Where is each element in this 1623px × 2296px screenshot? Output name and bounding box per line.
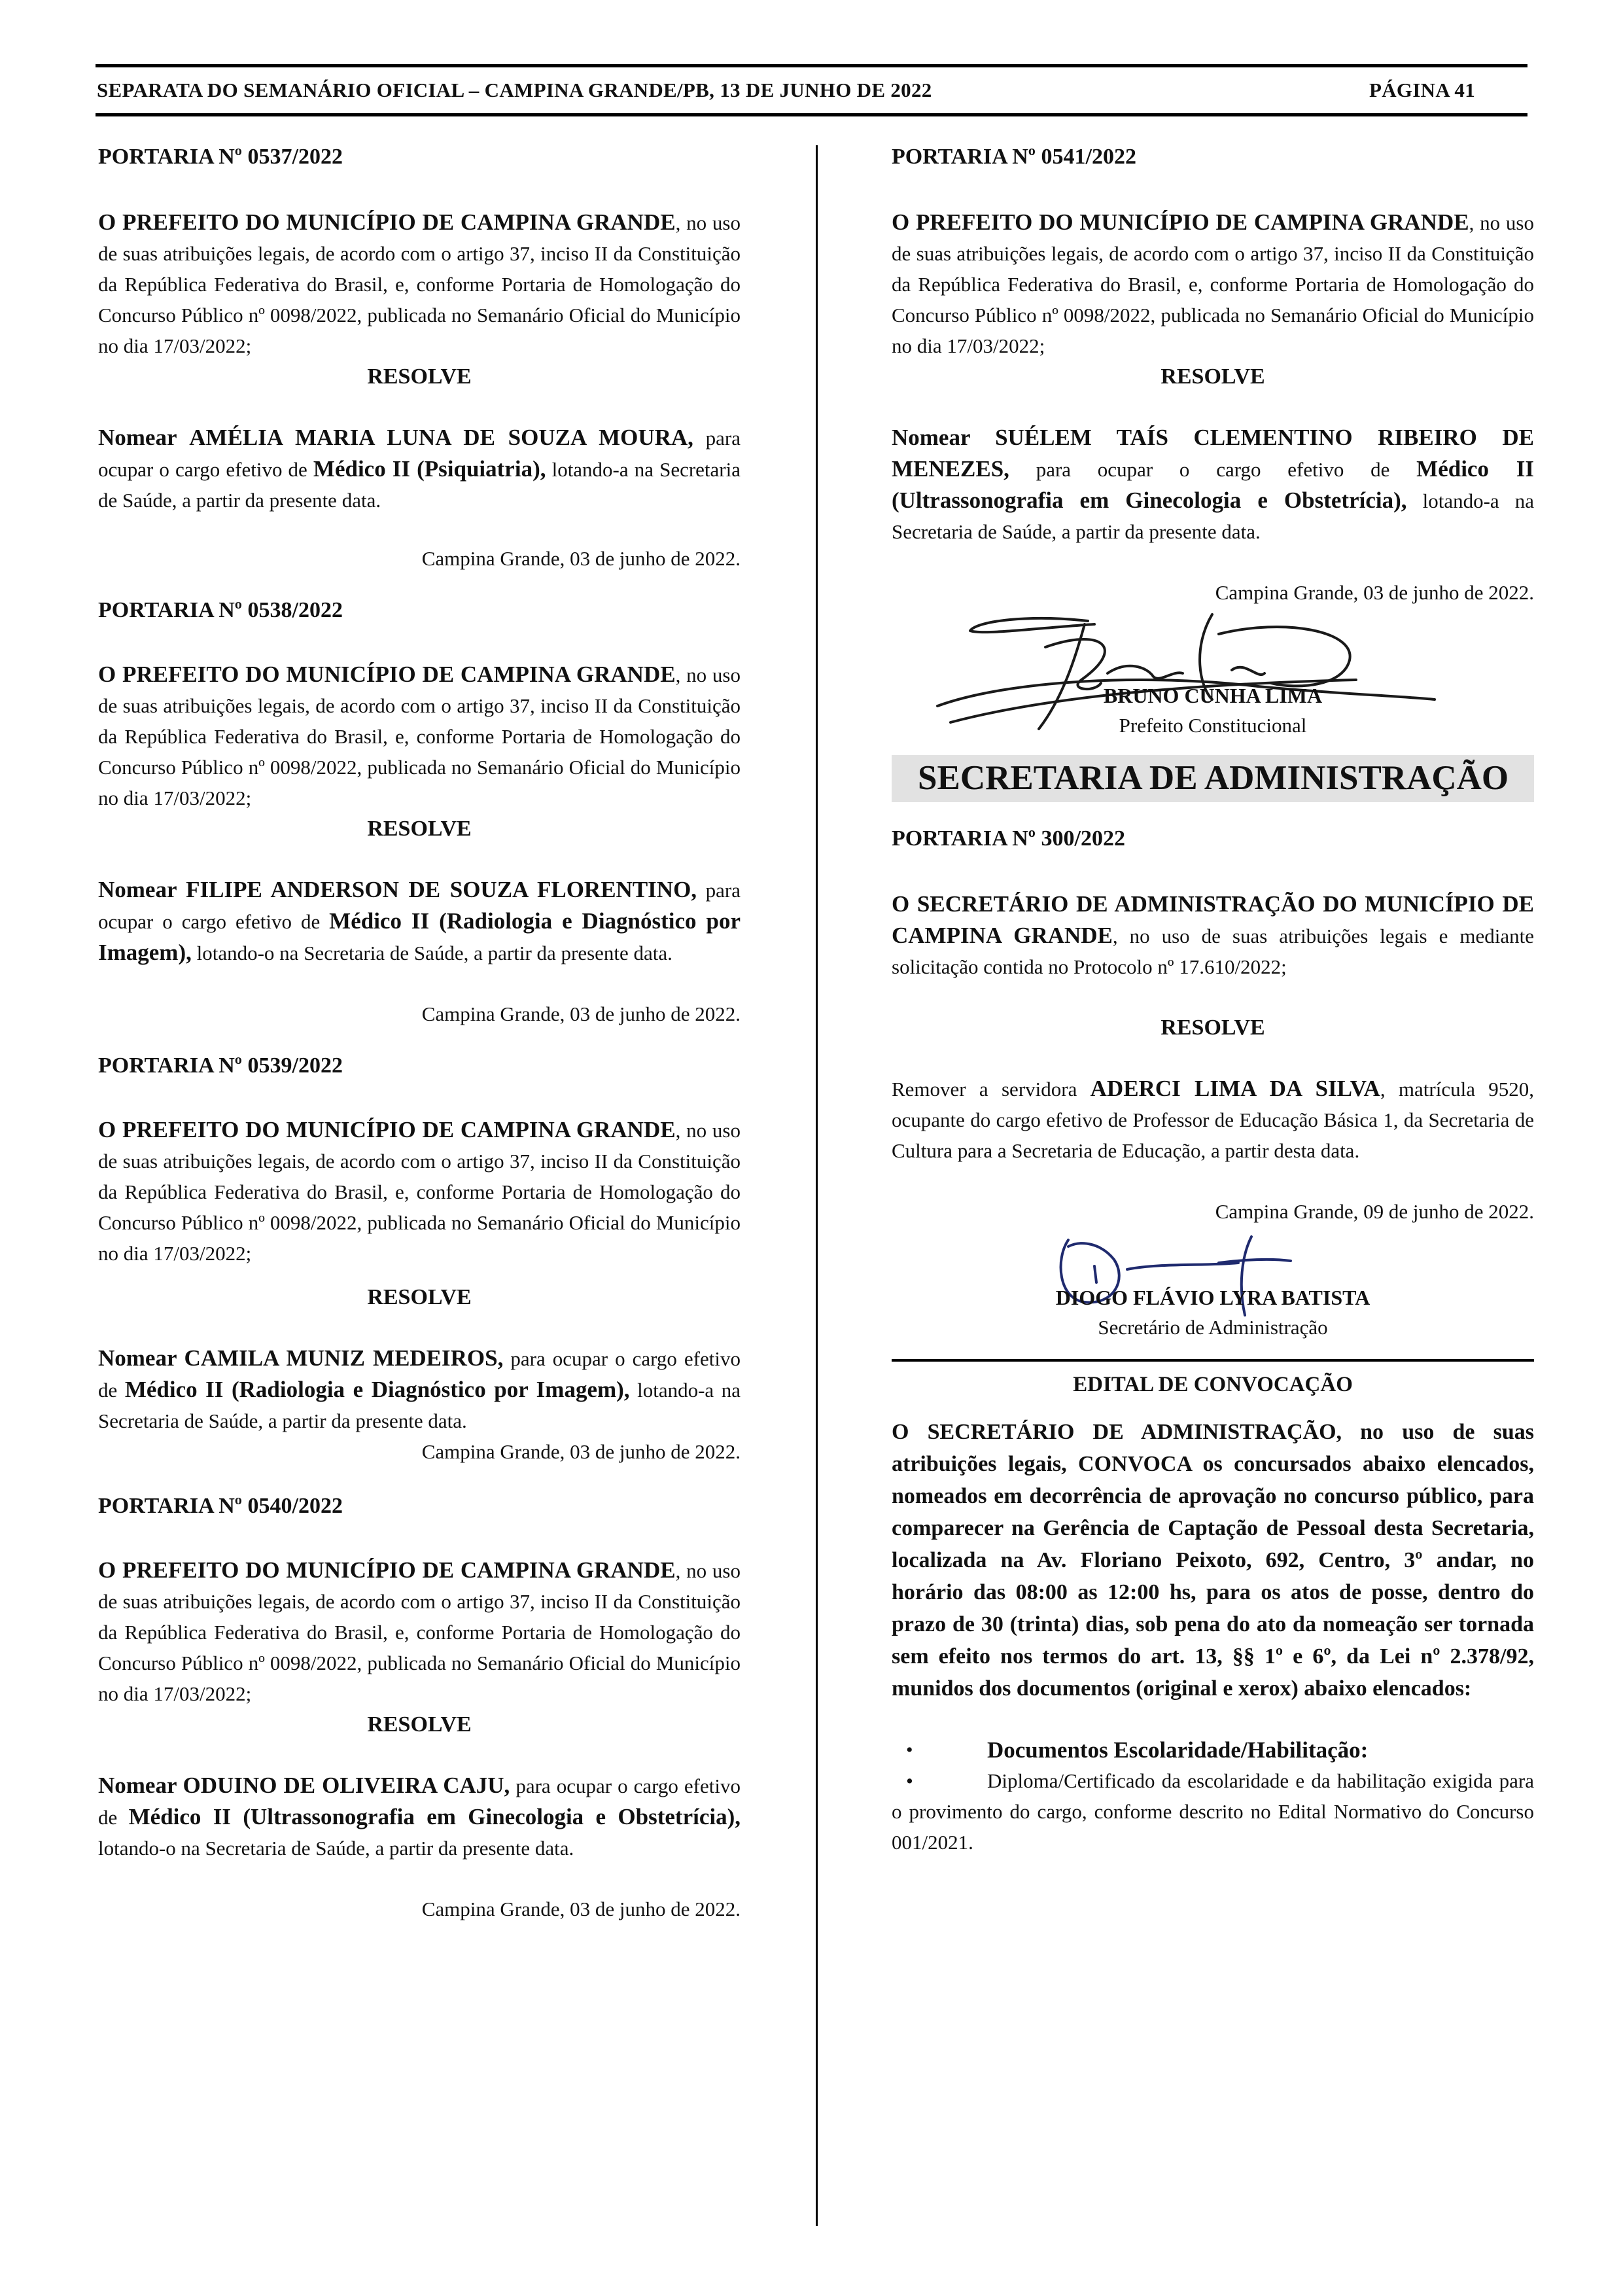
preamble-rest: , no uso de suas atribuições legais, de acordo com o artigo 37, inciso II da Constituição da República Federativa do Brasil, e, conforme Portaria de Homologação do Concurso Público nº 0098/2022, publicada no Semanário Oficial do Município no dia 17/03/2022; (98, 1119, 741, 1265)
portaria-body (98, 1343, 741, 1436)
cargo-name: Médico II (Psiquiatria), (313, 456, 546, 482)
cargo-name: Médico II (Radiologia e Diagnóstico por Imagem), (124, 1377, 630, 1402)
bullet-glyph: • (906, 1739, 913, 1761)
signer-role: Secretário de Administração (1098, 1316, 1328, 1339)
cargo-name: Médico II (Ultrassonografia em Ginecologia e Obstetrícia), (892, 456, 1534, 513)
resolve-label: RESOLVE (367, 817, 472, 841)
signer-name: BRUNO CUNHA LIMA (1103, 684, 1323, 707)
body-text: Remover a servidora (892, 1078, 1091, 1101)
portaria-title: PORTARIA Nº 0541/2022 (892, 145, 1136, 169)
preamble-rest: , no uso de suas atribuições legais, de acordo com o artigo 37, inciso II da Constituição da República Federativa do Brasil, e, conforme Portaria de Homologação do Concurso Público nº 0098/2022, publicada no Semanário Oficial do Município no dia 17/03/2022; (98, 211, 741, 357)
right-column (892, 143, 1534, 1858)
portaria-title: PORTARIA Nº 0537/2022 (98, 145, 343, 169)
appointee-name: FILIPE ANDERSON DE SOUZA FLORENTINO, (186, 877, 697, 902)
body-text: para ocupar o cargo efetivo de (98, 427, 741, 481)
edital-title: EDITAL DE CONVOCAÇÃO (1073, 1373, 1353, 1396)
bullet-item-diploma (892, 1765, 1534, 1858)
preamble-caps: O PREFEITO DO MUNICÍPIO DE CAMPINA GRANDE (892, 209, 1469, 235)
preamble-caps: O PREFEITO DO MUNICÍPIO DE CAMPINA GRANDE (98, 1117, 676, 1142)
page-header (96, 64, 1527, 116)
nomear-word: Nomear (892, 425, 971, 450)
body-text-end: lotando-a na Secretaria de Saúde, a partir da presente data. (98, 458, 741, 512)
bullet-item-escolaridade (892, 1735, 1534, 1765)
portaria-title: PORTARIA Nº 0540/2022 (98, 1494, 343, 1518)
resolve-label: RESOLVE (367, 1712, 472, 1737)
bullet-glyph: • (906, 1769, 913, 1792)
body-text: para ocupar o cargo efetivo de (98, 1775, 741, 1829)
signer-name: DIOGO FLÁVIO LYRA BATISTA (1055, 1286, 1370, 1309)
body-text-end: lotando-a na Secretaria de Saúde, a partir da presente data. (892, 489, 1534, 543)
portaria-preamble (98, 659, 741, 813)
preamble-caps: O PREFEITO DO MUNICÍPIO DE CAMPINA GRANDE (98, 662, 676, 687)
body-text: para ocupar o cargo efetivo de (98, 1347, 741, 1402)
portaria-title: PORTARIA Nº 0538/2022 (98, 598, 343, 622)
portaria-preamble (892, 207, 1534, 361)
nomear-word: Nomear (98, 1773, 177, 1798)
body-text: para ocupar o cargo efetivo de (98, 879, 741, 933)
preamble-caps: O PREFEITO DO MUNICÍPIO DE CAMPINA GRANDE (98, 1557, 676, 1583)
portaria-0537 (98, 143, 741, 574)
cargo-name: Médico II (Ultrassonografia em Ginecologia e Obstetrícia), (128, 1804, 741, 1829)
edital-body: O SECRETÁRIO DE ADMINISTRAÇÃO, no uso de suas atribuições legais, CONVOCA os concursados abaixo elencados, nomeados em decorrência de aprovação no concurso público, para comparecer na Gerência de Captação de Pessoal desta Secretaria, localizada na Av. Floriano Peixoto, 692, Centro, 3º andar, no horário das 08:00 as 12:00 hs, para os atos de posse, dentro do prazo de 30 (trinta) dias, sob pena do ato da nomeação ser tornada sem efeito nos termos do art. 13, §§ 1º e 6º, da Lei nº 2.378/92, munidos dos documentos (original e xerox) abaixo elencados: (892, 1420, 1534, 1701)
resolve-label: RESOLVE (1161, 364, 1265, 389)
portaria-body (892, 1073, 1534, 1166)
portaria-body (98, 874, 741, 968)
portaria-date: Campina Grande, 09 de junho de 2022. (1215, 1200, 1534, 1223)
resolve-label: RESOLVE (367, 364, 472, 389)
header-publication: SEPARATA DO SEMANÁRIO OFICIAL – CAMPINA GRANDE/PB, 13 DE JUNHO DE 2022 (97, 79, 932, 101)
portaria-preamble (98, 207, 741, 361)
portaria-0540 (98, 1492, 741, 1924)
header-page-number: PÁGINA 41 (1369, 79, 1475, 101)
bullet-label: Documentos Escolaridade/Habilitação: (987, 1737, 1369, 1763)
preamble-rest: , no uso de suas atribuições legais, de acordo com o artigo 37, inciso II da Constituição da República Federativa do Brasil, e, conforme Portaria de Homologação do Concurso Público nº 0098/2022, publicada no Semanário Oficial do Município no dia 17/03/2022; (98, 1559, 741, 1705)
body-text-end: lotando-o na Secretaria de Saúde, a partir da presente data. (98, 1837, 574, 1860)
resolve-label: RESOLVE (367, 1285, 472, 1309)
signer-role: Prefeito Constitucional (1119, 714, 1307, 737)
preamble-caps: O PREFEITO DO MUNICÍPIO DE CAMPINA GRANDE (98, 209, 676, 235)
cargo-name: Médico II (Radiologia e Diagnóstico por Imagem), (98, 908, 741, 965)
signature-block-secretary (892, 1227, 1534, 1343)
preamble-rest: , no uso de suas atribuições legais, de acordo com o artigo 37, inciso II da Constituição da República Federativa do Brasil, e, conforme Portaria de Homologação do Concurso Público nº 0098/2022, publicada no Semanário Oficial do Município no dia 17/03/2022; (892, 211, 1534, 357)
nomear-word: Nomear (98, 425, 177, 450)
column-divider (816, 145, 818, 2226)
body-text-end: , matrícula 9520, ocupante do cargo efetivo de Professor de Educação Básica 1, da Secretaria de Cultura para a Secretaria de Educação, a partir desta data. (892, 1078, 1534, 1162)
preamble-rest: , no uso de suas atribuições legais, de acordo com o artigo 37, inciso II da Constituição da República Federativa do Brasil, e, conforme Portaria de Homologação do Concurso Público nº 0098/2022, publicada no Semanário Oficial do Município no dia 17/03/2022; (98, 663, 741, 809)
portaria-date: Campina Grande, 03 de junho de 2022. (1215, 581, 1534, 604)
portaria-body (892, 422, 1534, 547)
body-text: para ocupar o cargo efetivo de (1009, 458, 1417, 481)
portaria-body (98, 422, 741, 516)
portaria-300 (892, 802, 1534, 1343)
body-text-end: lotando-a na Secretaria de Saúde, a partir da presente data. (98, 1379, 741, 1432)
portaria-date: Campina Grande, 03 de junho de 2022. (421, 1002, 741, 1025)
servant-name: ADERCI LIMA DA SILVA (1090, 1076, 1380, 1101)
portaria-date: Campina Grande, 03 de junho de 2022. (421, 1440, 741, 1463)
portaria-title: PORTARIA Nº 300/2022 (892, 826, 1125, 851)
nomear-word: Nomear (98, 1345, 177, 1371)
appointee-name: AMÉLIA MARIA LUNA DE SOUZA MOURA, (189, 425, 693, 450)
portaria-date: Campina Grande, 03 de junho de 2022. (421, 1898, 741, 1920)
appointee-name: SUÉLEM TAÍS CLEMENTINO RIBEIRO DE MENEZES, (892, 425, 1535, 482)
portaria-0539 (98, 1051, 741, 1467)
portaria-preamble (98, 1555, 741, 1709)
appointee-name: CAMILA MUNIZ MEDEIROS, (184, 1345, 504, 1371)
portaria-preamble (892, 889, 1534, 982)
section-heading-secretaria: SECRETARIA DE ADMINISTRAÇÃO (892, 755, 1534, 802)
signature-block-mayor (892, 608, 1534, 735)
portaria-0541 (892, 143, 1534, 755)
portaria-preamble (98, 1114, 741, 1269)
portaria-date: Campina Grande, 03 de junho de 2022. (421, 547, 741, 570)
body-text-end: lotando-o na Secretaria de Saúde, a partir da presente data. (191, 942, 672, 964)
preamble-rest: , no uso de suas atribuições legais e mediante solicitação contida no Protocolo nº 17.610/2022; (892, 925, 1534, 978)
resolve-label: RESOLVE (1161, 1016, 1265, 1040)
preamble-caps: O SECRETÁRIO DE ADMINISTRAÇÃO DO MUNICÍPIO DE CAMPINA GRANDE (892, 891, 1534, 948)
edital-convocacao (892, 1369, 1534, 1858)
portaria-body (98, 1770, 741, 1863)
portaria-title: PORTARIA Nº 0539/2022 (98, 1053, 343, 1078)
left-column (98, 143, 741, 1924)
bullet-text: Diploma/Certificado da escolaridade e da habilitação exigida para o provimento do cargo, conforme descrito no Edital Normativo do Concurso 001/2021. (892, 1769, 1534, 1854)
nomear-word: Nomear (98, 877, 177, 902)
portaria-0538 (98, 596, 741, 1029)
appointee-name: ODUINO DE OLIVEIRA CAJU, (183, 1773, 510, 1798)
